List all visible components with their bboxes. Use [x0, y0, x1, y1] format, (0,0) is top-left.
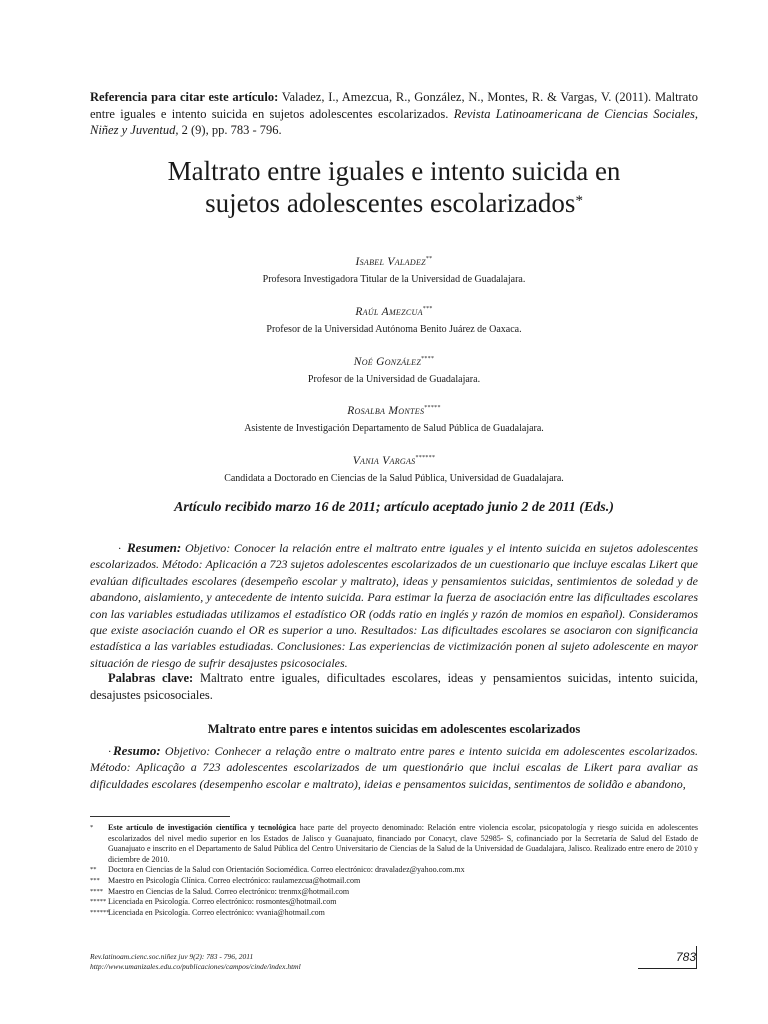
author-affiliation: Asistente de Investigación Departamento de Salud Pública de Guadalajara. [244, 423, 544, 434]
resumo-text: Objetivo: Conhecer a relação entre o maltrato entre pares e intento suicida em adolescentes escolarizados. Método: Aplicação a 723 adolescentes escolarizados de um questionário que inclui escalas de Likert para avaliar as dificuldades escolares (desempenho escolar e maltrato), ideias e pensamentos suicidas, sentimentos de solidão e abandono, [90, 744, 699, 791]
footnote-bold: Este artículo de investigación científica y tecnológica [108, 823, 297, 832]
citation-journal: Revista Latinoamericana de Ciencias Sociales, Niñez y Juventud, [90, 106, 699, 137]
footnote [90, 865, 698, 876]
author-affiliation: Profesora Investigadora Titular de la Universidad de Guadalajara. [262, 274, 526, 285]
author-block [90, 451, 698, 484]
author-block [90, 252, 698, 285]
abstract-text: Objetivo: Conocer la relación entre el maltrato entre iguales y el intento suicida en sujetos adolescentes escolarizados. Método: Aplicación a 723 sujetos adolescentes escolarizados de un cuestionario que incluye escalas Likert que evalúan dificultades escolares (desempeño escolar y maltrato), ideas y pensamientos suicidas, sentimientos de soledad y de abandono, aislamiento, y antecedente de intento suicida. Para estimar la fuerza de asociación entre las dificultades escolares con las variables estudiadas utilizamos el estadístico OR (odds ratio en inglés y razón de momios en español). Consideramos que existe asociación cuando el OR es superior a uno. Resultados: Las dificultades escolares se asociaron con significancia estadística a las variables estudiadas. Conclusiones: Las experiencias de victimización ponen al sujeto adolescente en mayor situación de riesgo de sufrir desajustes psicosociales. [90, 541, 699, 670]
footnote [90, 887, 698, 898]
abstract-bullet: · [118, 541, 121, 555]
portuguese-title: Maltrato entre pares e intentos suicidas em adolescentes escolarizados [207, 722, 581, 736]
author-affiliation: Profesor de la Universidad de Guadalajara. [307, 374, 481, 385]
article-title [90, 155, 698, 219]
page-number: 783 [675, 950, 696, 964]
citation-text: Valadez, I., Amezcua, R., González, N., Montes, R. & Vargas, V. (2011). Maltrato entre iguales e intento suicida en sujetos adolescentes escolarizados. [90, 90, 698, 121]
footnote-text: Licenciada en Psicología. Correo electrónico: rosmontes@hotmail.com [108, 897, 337, 907]
title-footnote-mark: * [575, 193, 583, 209]
footnote-mark: ****** [90, 908, 110, 916]
footnote-mark: ** [90, 866, 97, 874]
keywords-label: Palabras clave: [108, 671, 194, 685]
journal-reference: Rev.latinoam.cienc.soc.niñez juv 9(2): 783 - 796, 2011 [90, 952, 254, 961]
journal-url[interactable]: http://www.umanizales.edu.co/publicaciones/campos/cinde/index.html [90, 962, 301, 971]
received-date: Artículo recibido marzo 16 de 2011; artículo aceptado junio 2 de 2011 (Eds.) [174, 500, 614, 515]
title-line-1: Maltrato entre iguales e intento suicida en [167, 156, 621, 186]
footnote [90, 897, 698, 908]
journal-footer [90, 952, 490, 972]
author-footnote-mark: ** [425, 256, 433, 263]
resumo-lead: Resumo: [113, 743, 161, 758]
author-name: Noé González**** [353, 356, 435, 368]
keywords-text: Maltrato entre iguales, dificultades escolares, ideas y pensamientos suicidas, intento suicida, desajustes psicosociales. [90, 671, 698, 702]
footnote [90, 876, 698, 887]
footnote-mark: *** [90, 876, 100, 884]
citation-label: Referencia para citar este artículo: [90, 90, 279, 104]
abstract-lead: Resumen: [127, 540, 182, 555]
author-affiliation: Candidata a Doctorado en Ciencias de la Salud Pública, Universidad de Guadalajara. [224, 473, 564, 484]
page-number-frame-horizontal [638, 968, 697, 969]
author-name: Raúl Amezcua*** [355, 306, 433, 318]
footnote [90, 823, 698, 865]
footnote [90, 908, 698, 919]
footnote-text: Doctora en Ciencias de la Salud con Orientación Sociomédica. Correo electrónico: dravaladez@yahoo.com.mx [108, 865, 465, 875]
author-name: Isabel Valadez** [355, 256, 433, 268]
author-block [90, 352, 698, 385]
footnote-text: Maestro en Psicología Clínica. Correo electrónico: raulamezcua@hotmail.com [108, 875, 361, 885]
author-name: Vania Vargas****** [352, 455, 436, 467]
citation-volume: 2 (9), pp. 783 - 796. [181, 123, 282, 137]
author-name: Rosalba Montes***** [347, 405, 441, 417]
author-footnote-mark: ****** [415, 455, 436, 462]
author-footnote-mark: ***** [424, 405, 441, 412]
author-block [90, 302, 698, 335]
citation-block [90, 89, 698, 139]
footnote-text: Maestro en Ciencias de la Salud. Correo electrónico: trenmx@hotmail.com [108, 886, 350, 896]
author-footnote-mark: **** [421, 356, 435, 363]
footnote-mark: **** [90, 887, 103, 895]
footnote-mark: * [90, 824, 94, 831]
footnote-divider [90, 816, 230, 817]
author-affiliation: Profesor de la Universidad Autónoma Benito Juárez de Oaxaca. [266, 324, 522, 335]
resumo [90, 743, 698, 792]
abstract [90, 540, 698, 671]
page-number-frame-vertical [696, 946, 697, 968]
footnote-text: Licenciada en Psicología. Correo electrónico: vvania@hotmail.com [108, 907, 325, 917]
footnote-text: hace parte del proyecto denominado: Relación entre violencia escolar, psicopatología y riesgo suicida en adolescentes escolarizados del nivel medio superior en los Estados de Jalisco y Guanajuato, financiado por Conacyt, clave 52985- S, cofinanciado por la Secretaría de Salud del Estado de Guanajuato e inscrito en el Departamento de Salud Pública del Centro Universitario de Ciencias de la Salud de la Universidad de Guadalajara, Jalisco. Realizado entre enero de 2010 y diciembre de 2010. [108, 823, 698, 864]
author-footnote-mark: *** [422, 306, 433, 313]
footnote-mark: ***** [90, 898, 107, 906]
keywords [90, 670, 698, 703]
resumo-bullet: · [108, 744, 111, 758]
footnotes [90, 823, 698, 918]
title-line-2: sujetos adolescentes escolarizados [205, 188, 576, 218]
author-block [90, 401, 698, 434]
